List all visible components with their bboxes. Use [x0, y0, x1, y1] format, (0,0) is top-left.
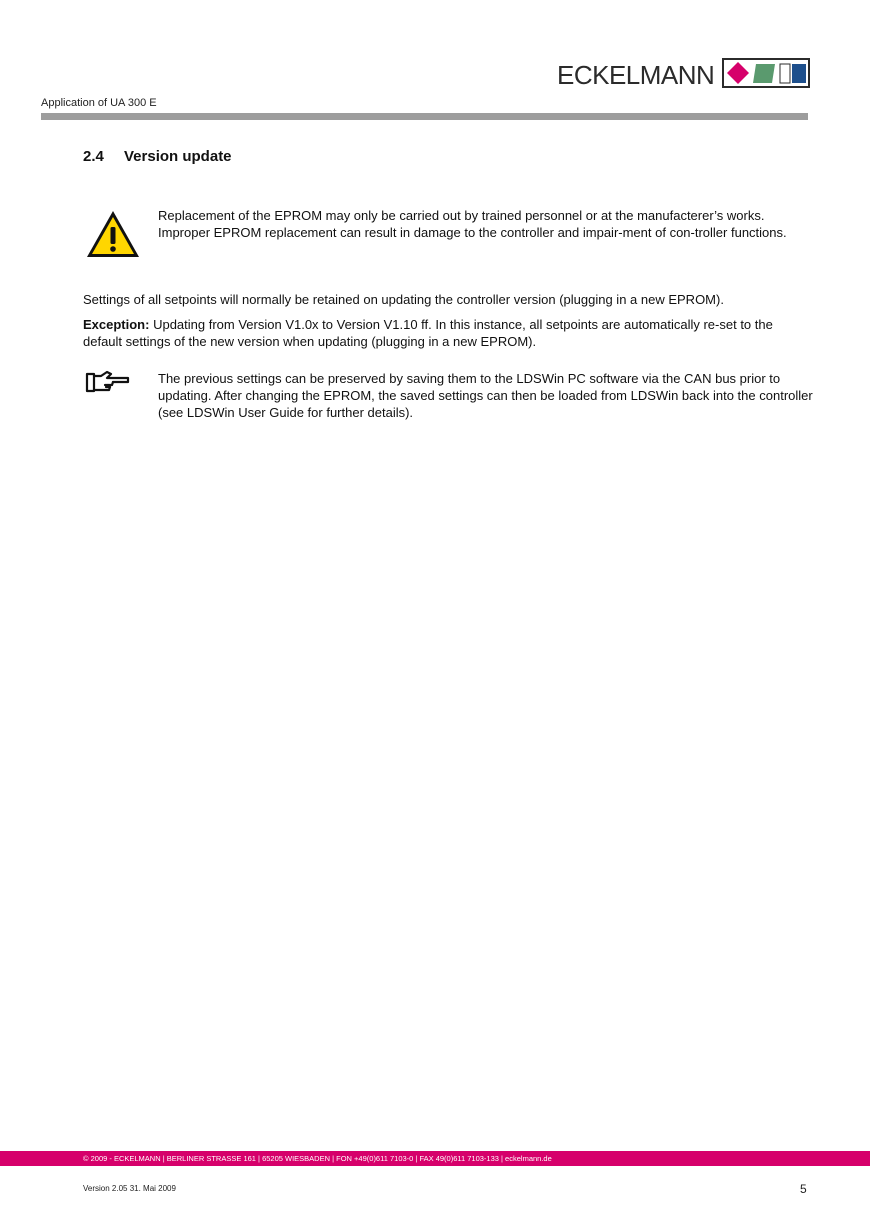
settings-paragraph: Settings of all setpoints will normally be retained on updating the controller version (plugging in a new EPROM). — [83, 292, 724, 307]
warning-triangle-icon — [85, 209, 141, 259]
brand-logo-text: ECKELMANN — [557, 60, 715, 90]
footer-version: Version 2.05 31. Mai 2009 — [83, 1184, 176, 1193]
brand-logo-icon — [722, 58, 810, 88]
section-heading — [83, 148, 232, 165]
warning-text: Replacement of the EPROM may only be carried out by trained personnel or at the manufacterer’s works. Improper EPROM replacement can result in damage to the controller and impair-ment of con-troller functions. — [158, 208, 787, 240]
exception-label: Exception: — [83, 317, 150, 332]
section-number: 2.4 — [83, 148, 104, 165]
exception-paragraph — [83, 316, 803, 350]
header-divider — [41, 113, 808, 120]
footer-contact: © 2009 - ECKELMANN | BERLINER STRASSE 161 | 65205 WIESBADEN | FON +49(0)611 7103-0 | FAX 49(0)611 7103-133 | eckelmann.de — [83, 1154, 552, 1163]
exception-text: Updating from Version V1.0x to Version V1.10 ff. In this instance, all setpoints are automatically re-set to the default settings of the new version when updating (plugging in a new EPROM). — [83, 317, 773, 349]
section-title: Version update — [124, 148, 232, 165]
note-text: The previous settings can be preserved by saving them to the LDSWin PC software via the CAN bus prior to updating. After changing the EPROM, the saved settings can then be loaded from LDSWin back into the controller (see LDSWin User Guide for further details). — [158, 371, 813, 420]
pointing-hand-icon — [85, 369, 131, 395]
document-title: Application of UA 300 E — [41, 97, 157, 109]
page-number: 5 — [800, 1182, 807, 1196]
